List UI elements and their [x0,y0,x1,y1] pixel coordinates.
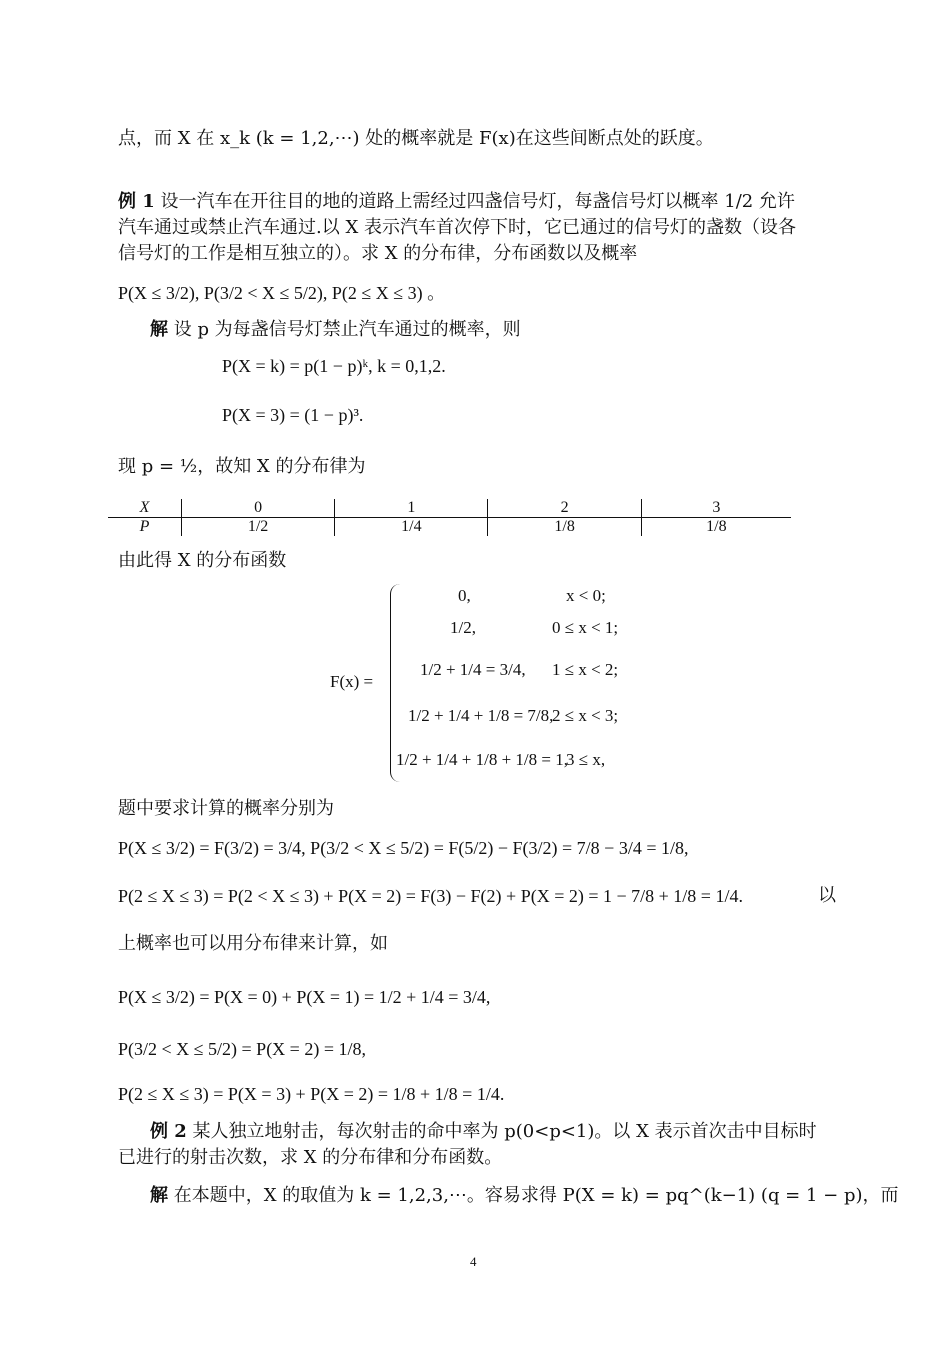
example-1-line-3: 信号灯的工作是相互独立的）。求 X 的分布律，分布函数以及概率 [118,243,638,264]
example-2-line-1 [150,1120,817,1144]
cdf-condition-0: x < 0; [566,586,606,605]
cdf-intro: 由此得 X 的分布函数 [118,550,287,571]
alternative-intro: 上概率也可以用分布律来计算，如 [118,933,388,954]
equation-pmf: P(X = k) = p(1 − p)ᵏ, k = 0,1,2. [222,356,446,376]
calculation-1: P(X ≤ 3/2) = F(3/2) = 3/4, P(3/2 < X ≤ 5/2) = F(5/2) − F(3/2) = 7/8 − 3/4 = 1/8, [118,838,689,858]
table-cell: 1/8 [641,518,791,537]
distribution-table-row [108,518,791,537]
example-1-text-a: 设一汽车在开往目的地的道路上需经过四盏信号灯，每盏信号灯以概率 1/2 允许 [154,191,795,212]
cdf-condition-4: 3 ≤ x, [566,750,606,769]
table-cell: 3 [641,499,791,518]
table-cell: 1 [335,499,488,518]
example-2-text-a: 某人独立地射击，每次射击的命中率为 p(0<p<1)。以 X 表示首次击中目标时 [186,1121,817,1142]
solution-1-label: 解 [150,319,168,340]
solution-1-text: 设 p 为每盏信号灯禁止汽车通过的概率，则 [168,319,521,340]
example-1-label: 例 1 [118,191,155,212]
example-1-line-1 [118,190,795,214]
table-cell: 1/2 [181,518,334,537]
table-cell: P [139,518,150,535]
text-line-1: 点，而 X 在 x_k (k = 1,2,⋯) 处的概率就是 F(x)在这些间断点处的跃度。 [118,128,714,149]
table-cell: 0 [181,499,334,518]
example-2-line-2: 已进行的射击次数，求 X 的分布律和分布函数。 [118,1147,503,1168]
alternative-3: P(2 ≤ X ≤ 3) = P(X = 3) + P(X = 2) = 1/8 + 1/8 = 1/4. [118,1084,505,1104]
cdf-value-1: 1/2, [450,618,476,637]
probabilities-intro: 题中要求计算的概率分别为 [118,798,334,819]
calculation-2-tail: 以 [818,885,836,906]
page-number: 4 [470,1254,477,1269]
alternative-2: P(3/2 < X ≤ 5/2) = P(X = 2) = 1/8, [118,1039,366,1059]
calculation-2: P(2 ≤ X ≤ 3) = P(2 < X ≤ 3) + P(X = 2) = F(3) − F(2) + P(X = 2) = 1 − 7/8 + 1/8 = 1/4. [118,886,743,906]
cdf-value-2: 1/2 + 1/4 = 3/4, [420,660,526,679]
p-value-line: 现 p = ½，故知 X 的分布律为 [118,456,366,477]
cdf-lhs: F(x) = [330,672,374,691]
table-cell: X [108,499,181,518]
solution-2-line [150,1184,899,1208]
solution-2-text: 在本题中，X 的取值为 k = 1,2,3,⋯。容易求得 P(X = k) = pq^(k−1) (q = 1 − p)，而 [168,1185,899,1206]
solution-1-line [150,318,521,342]
alternative-1: P(X ≤ 3/2) = P(X = 0) + P(X = 1) = 1/2 + 1/4 = 3/4, [118,987,491,1007]
distribution-table [108,499,791,536]
cdf-condition-1: 0 ≤ x < 1; [552,618,619,637]
cdf-condition-3: 2 ≤ x < 3; [552,706,619,725]
equation-x3: P(X = 3) = (1 − p)³. [222,405,364,425]
cdf-value-3: 1/2 + 1/4 + 1/8 = 7/8, [408,706,554,725]
solution-2-label: 解 [150,1185,168,1206]
cdf-value-0: 0, [458,586,471,605]
example-2-label: 例 2 [150,1121,187,1142]
example-1-line-2: 汽车通过或禁止汽车通过.以 X 表示汽车首次停下时，它已通过的信号灯的盏数（设各 [118,217,796,238]
cdf-value-4: 1/2 + 1/4 + 1/8 + 1/8 = 1, [396,750,568,769]
example-1-probabilities: P(X ≤ 3/2), P(3/2 < X ≤ 5/2), P(2 ≤ X ≤ 3) 。 [118,283,446,303]
cdf-condition-2: 1 ≤ x < 2; [552,660,619,679]
distribution-table-header [108,499,791,518]
table-cell: 1/4 [335,518,488,537]
table-cell: 2 [488,499,641,518]
table-cell: 1/8 [488,518,641,537]
